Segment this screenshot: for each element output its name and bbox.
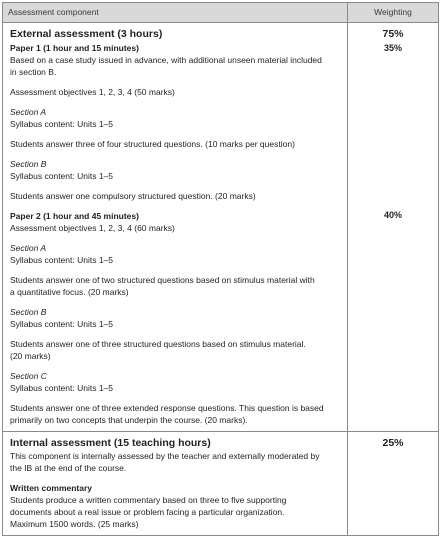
paper1-objectives: Assessment objectives 1, 2, 3, 4 (50 marks) bbox=[10, 87, 175, 97]
internal-weighting-cell bbox=[348, 432, 439, 536]
external-title: External assessment (3 hours) bbox=[10, 28, 163, 40]
paper2-section-b-label: Section B bbox=[10, 307, 47, 317]
paper2-section-a-task-line2: a quantitative focus. (20 marks) bbox=[10, 287, 129, 297]
paper2-section-a-syllabus: Syllabus content: Units 1–5 bbox=[10, 255, 114, 265]
internal-assessment-row bbox=[3, 432, 439, 536]
paper2-objectives: Assessment objectives 1, 2, 3, 4 (60 marks) bbox=[10, 223, 175, 233]
internal-weight: 25% bbox=[382, 437, 404, 449]
paper2-weight: 40% bbox=[383, 210, 402, 220]
paper2-section-c-label: Section C bbox=[10, 371, 47, 381]
paper1-weight: 35% bbox=[383, 43, 402, 53]
external-weight: 75% bbox=[382, 28, 404, 40]
assessment-table bbox=[2, 2, 439, 536]
internal-desc-line1: This component is internally assessed by the teacher and externally moderated by bbox=[10, 451, 320, 461]
paper1-section-b-syllabus: Syllabus content: Units 1–5 bbox=[10, 171, 114, 181]
external-weighting-cell bbox=[348, 23, 439, 432]
paper1-title: Paper 1 (1 hour and 15 minutes) bbox=[10, 43, 139, 53]
paper1-section-a-task: Students answer three of four structured questions. (10 marks per question) bbox=[10, 139, 295, 149]
paper2-title: Paper 2 (1 hour and 45 minutes) bbox=[10, 211, 139, 221]
paper2-section-c-syllabus: Syllabus content: Units 1–5 bbox=[10, 383, 114, 393]
header-weighting: Weighting bbox=[348, 3, 439, 23]
paper2-section-b-task-line1: Students answer one of three structured questions based on stimulus material. bbox=[10, 339, 306, 349]
paper2-section-b-task-line2: (20 marks) bbox=[10, 351, 51, 361]
internal-desc-line2: the IB at the end of the course. bbox=[10, 463, 127, 473]
paper1-section-a-syllabus: Syllabus content: Units 1–5 bbox=[10, 119, 114, 129]
commentary-title: Written commentary bbox=[10, 483, 93, 493]
header-component: Assessment component bbox=[3, 3, 348, 23]
paper2-section-a-task-line1: Students answer one of two structured questions based on stimulus material with bbox=[10, 275, 315, 285]
paper1-section-a-label: Section A bbox=[10, 107, 47, 117]
commentary-line3: Maximum 1500 words. (25 marks) bbox=[10, 519, 139, 529]
paper2-section-c-task-line2: primarily on two concepts that underpin the course. (20 marks). bbox=[10, 415, 248, 425]
external-assessment-cell bbox=[3, 23, 348, 432]
paper1-section-b-label: Section B bbox=[10, 159, 47, 169]
internal-title: Internal assessment (15 teaching hours) bbox=[10, 437, 211, 449]
paper2-section-a-label: Section A bbox=[10, 243, 47, 253]
paper2-section-b-syllabus: Syllabus content: Units 1–5 bbox=[10, 319, 114, 329]
paper1-section-b-task: Students answer one compulsory structured question. (20 marks) bbox=[10, 191, 256, 201]
external-assessment-row bbox=[3, 23, 439, 432]
commentary-line2: documents about a real issue or problem facing a particular organization. bbox=[10, 507, 285, 517]
commentary-line1: Students produce a written commentary based on three to five supporting bbox=[10, 495, 287, 505]
paper2-section-c-task-line1: Students answer one of three extended response questions. This question is based bbox=[10, 403, 324, 413]
paper1-desc-line1: Based on a case study issued in advance, with additional unseen material included bbox=[10, 55, 322, 65]
paper1-desc-line2: in section B. bbox=[10, 67, 57, 77]
table-header-row bbox=[3, 3, 439, 23]
internal-assessment-cell bbox=[3, 432, 348, 536]
